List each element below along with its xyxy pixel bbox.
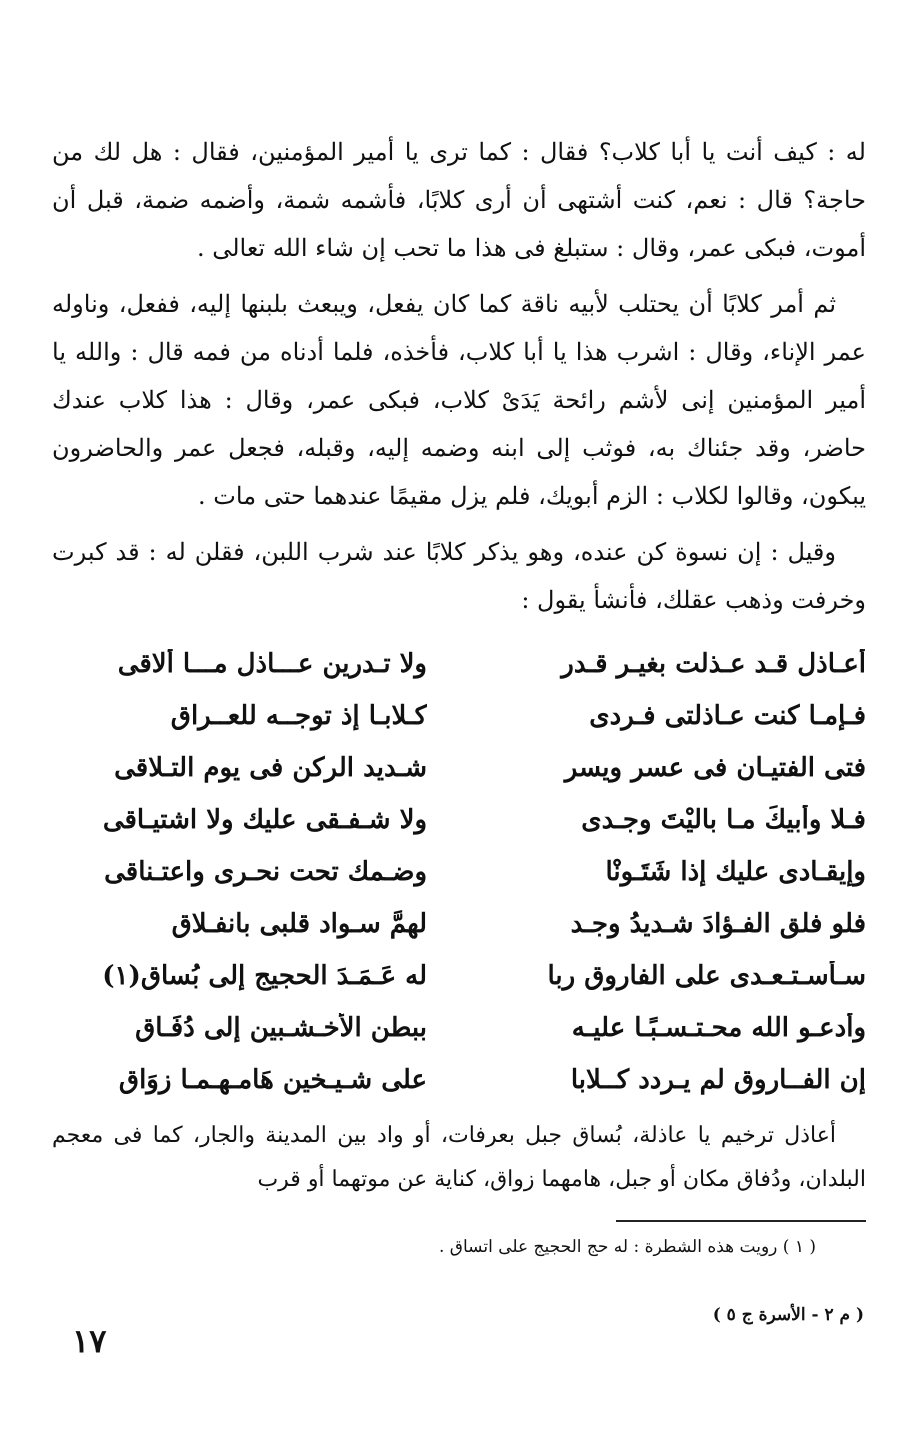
verse-second-hemistich: كـلابـا إذ توجــه للعــراق xyxy=(170,701,427,731)
verse-first-hemistich: سـأسـتـعـدى على الفاروق ربا xyxy=(547,961,866,991)
gloss-paragraph: أعاذل ترخيم يا عاذلة، بُساق جبل بعرفات، أو واد بين المدينة والجار، كما فى معجم البلدان، ودُفاق مكان أو جبل، هامهما زواق، كناية عن موتهما أو قرب xyxy=(52,1123,866,1192)
verse-row xyxy=(52,794,866,846)
verse-second-hemistich: وضـمك تحت نحـرى واعتـناقى xyxy=(104,857,427,887)
verse-second-hemistich: ولا شـفـقى عليك ولا اشتيـاقى xyxy=(102,805,427,835)
signature-mark: ( م ٢ - الأسرة ج ٥ ) xyxy=(712,1305,864,1325)
footnote-divider xyxy=(616,1220,866,1222)
footnote: ( ١ ) رويت هذه الشطرة : له حج الحجيج على اتساق . xyxy=(439,1237,816,1257)
paragraph-3: وقيل : إن نسوة كن عنده، وهو يذكر كلابًا عند شرب اللبن، فقلن له : قد كبرت وخرفت وذهب عقلك، فأنشأ يقول : xyxy=(52,538,866,614)
verse-first-hemistich: فتى الفتيـان فى عسر ويسر xyxy=(564,753,866,783)
verse-second-hemistich: ببطن الأخـشـبين إلى دُفَـاق xyxy=(135,1013,427,1043)
verse-row xyxy=(52,846,866,898)
paragraph-2: ثم أمر كلابًا أن يحتلب لأبيه ناقة كما كان يفعل، ويبعث بلبنها إليه، ففعل، وناوله عمر الإناء، وقال : اشرب هذا يا أبا كلاب، فأخذه، فلما أدناه من فمه قال : والله يا أمير المؤمنين إنى لأشم رائحة يَدَىْ كلاب، فبكى عمر، وقال : هذا كلاب عندك حاضر، وقد جئناك به، فوثب إلى ابنه وضمه إليه، وقبله، فجعل عمر والحاضرون يبكون، وقالوا لكلاب : الزم أبويك، فلم يزل مقيمًا عندهما حتى مات . xyxy=(52,290,866,510)
verse-second-hemistich: له عَـمَـدَ الحجيج إلى بُساق(١) xyxy=(102,961,427,991)
verse-row xyxy=(52,1054,866,1106)
verse-second-hemistich: لهمَّ سـواد قلبى بانفـلاق xyxy=(171,909,427,939)
verse-row xyxy=(52,690,866,742)
verse-first-hemistich: إن الفــاروق لم يـردد كــلابا xyxy=(570,1065,866,1095)
verse-row xyxy=(52,898,866,950)
verse-first-hemistich: أعـاذل قـد عـذلت بغيـر قـدر xyxy=(561,649,866,679)
verse-row xyxy=(52,638,866,690)
verse-row xyxy=(52,1002,866,1054)
verse-row xyxy=(52,950,866,1002)
paragraph-1: له : كيف أنت يا أبا كلاب؟ فقال : كما ترى يا أمير المؤمنين، فقال : هل لك من حاجة؟ قال : نعم، كنت أشتهى أن أرى كلابًا، فأشمه شمة، وأضمه ضمة، قبل أن أموت، فبكى عمر، وقال : ستبلغ فى هذا ما تحب إن شاء الله تعالى . xyxy=(52,138,867,262)
verse-second-hemistich: ولا تـدرين عـــاذل مـــا ألاقى xyxy=(117,649,427,679)
page-body xyxy=(52,128,866,1400)
verse-first-hemistich: فـإمـا كنت عـاذلتى فـردى xyxy=(589,701,866,731)
verse-first-hemistich: فلو فلق الفـؤادَ شـديدُ وجـد xyxy=(570,909,866,939)
verse-first-hemistich: فـلا وأبيكَ مـا باليْتَ وجـدى xyxy=(581,805,866,835)
page-number: ١٧ xyxy=(72,1322,107,1360)
verse-first-hemistich: وإيقـادى عليك إذا شَتَـونْا xyxy=(605,857,866,887)
verse-row xyxy=(52,742,866,794)
verse-second-hemistich: على شـيـخين هَامـهـمـا زوَاق xyxy=(118,1065,427,1095)
poem xyxy=(52,638,866,1106)
verse-second-hemistich: شـديد الركن فى يوم التـلاقى xyxy=(114,753,427,783)
verse-first-hemistich: وأدعـو الله محـتـسـبًـا عليـه xyxy=(571,1013,866,1043)
